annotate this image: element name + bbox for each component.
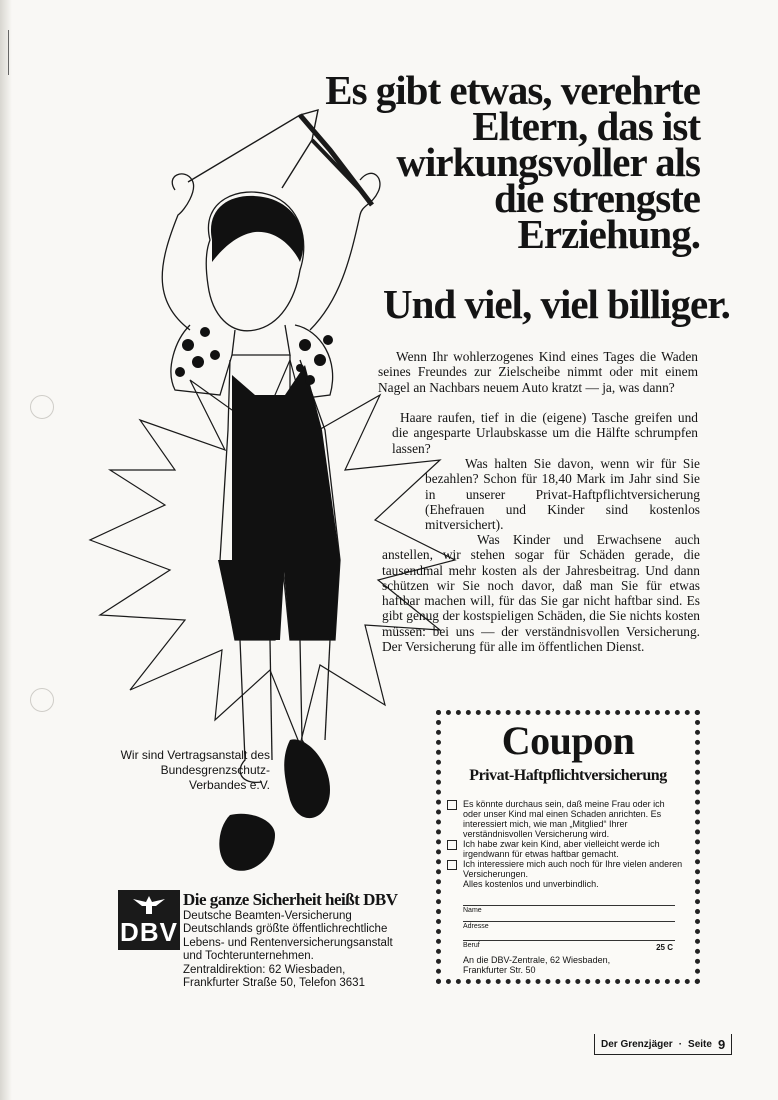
dbv-headline: Die ganze Sicherheit heißt DBV <box>183 890 398 909</box>
publication-name: Der Grenzjäger <box>601 1038 673 1050</box>
coupon-subtitle: Privat-Haftpflichtversicherung <box>469 767 667 784</box>
body-paragraph-3: Was halten Sie davon, wenn wir für Sie bezahlen? Schon für 18,40 Mark im Jahr sind Sie in unserer Privat-Haftpflichtversicherung (Ehefrauen und Kinder sind kostenlos mitversichert). <box>425 456 700 533</box>
coupon-form <box>436 710 700 984</box>
vertragsanstalt-note: Wir sind Vertragsanstalt des Bundesgrenzschutz- Verbandes e.V. <box>120 748 270 792</box>
shirt-pattern <box>175 327 333 385</box>
body-paragraph-1: Wenn Ihr wohlerzogenes Kind eines Tages die Waden seines Freundes zur Zielscheibe nimmt oder mit einem Nagel an Nachbars neuem Auto kratzt — ja, was dann? <box>378 349 698 395</box>
page-footer <box>594 1034 732 1055</box>
name-field[interactable] <box>463 905 675 906</box>
coupon-address: An die DBV-Zentrale, 62 Wiesbaden, Frankfurter Str. 50 <box>463 955 611 975</box>
dbv-logo <box>118 890 180 950</box>
checkbox-option-2[interactable] <box>447 840 457 850</box>
occupation-label: Beruf <box>463 942 480 949</box>
page-label: Seite <box>688 1038 712 1050</box>
body-paragraph-2: Haare raufen, tief in die (eigene) Tasche greifen und die angesparte Urlaubskasse um die Hälfte schrumpfen lassen? <box>392 410 698 456</box>
coupon-option-3: Ich interessiere mich auch noch für Ihre vielen anderen Versicherungen. <box>463 859 683 879</box>
right-shoe <box>219 814 275 871</box>
page-number: 9 <box>717 1036 726 1052</box>
address-field[interactable] <box>463 921 675 922</box>
address-label: Adresse <box>463 923 489 930</box>
hair <box>211 196 303 262</box>
body-paragraph-4: Was Kinder und Erwachsene auch anstellen, wir stehen sogar für Schäden gerade, die tausendmal mehr kosten als der Jahresbeitrag. Und dann schützen wir Sie noch davor, daß man Sie für etwas haftbar machen will, für das Sie gar nicht haftbar sind. Es gibt genug der kostspieligen Schäden, die Sie nichts kosten müssen: bei uns — der verständnisvollen Versicherung. Der Versicherung für alle im öffentlichen Dienst. <box>382 532 700 655</box>
eagle-icon <box>132 894 166 916</box>
coupon-option-1: Es könnte durchaus sein, daß meine Frau oder ich oder unser Kind mal einen Schaden anrichten. Es interessiert mich, wie man „Mitglied“ Ihrer verständnisvollen Versicherung wird. <box>463 799 683 839</box>
left-shoe <box>284 739 330 818</box>
dbv-logo-text: DBV <box>120 917 178 947</box>
coupon-code: 25 C <box>656 943 673 952</box>
coupon-title: Coupon <box>501 718 635 763</box>
occupation-field[interactable] <box>463 940 675 941</box>
overalls <box>218 365 340 640</box>
checkbox-option-1[interactable] <box>447 800 457 810</box>
coupon-footnote: Alles kostenlos und unverbindlich. <box>463 879 599 889</box>
footer-separator: · <box>678 1038 683 1050</box>
dbv-address-block: Deutsche Beamten-Versicherung Deutschlands größte öffentlichrechtliche Lebens- und Rentenversicherungsanstalt und Tochterunternehmen. Zentraldirektion: 62 Wiesbaden, Frankfurter Straße 50, Telefon 3631 <box>183 910 393 990</box>
subheadline: Und viel, viel billiger. <box>383 281 730 327</box>
checkbox-option-3[interactable] <box>447 860 457 870</box>
name-label: Name <box>463 907 482 914</box>
headline: Es gibt etwas, verehrte Eltern, das ist wirkungsvoller als die strengste Erziehung. <box>325 67 700 257</box>
coupon-option-2: Ich habe zwar kein Kind, aber vielleicht werde ich irgendwann für etwas haftbar gemacht. <box>463 839 683 859</box>
